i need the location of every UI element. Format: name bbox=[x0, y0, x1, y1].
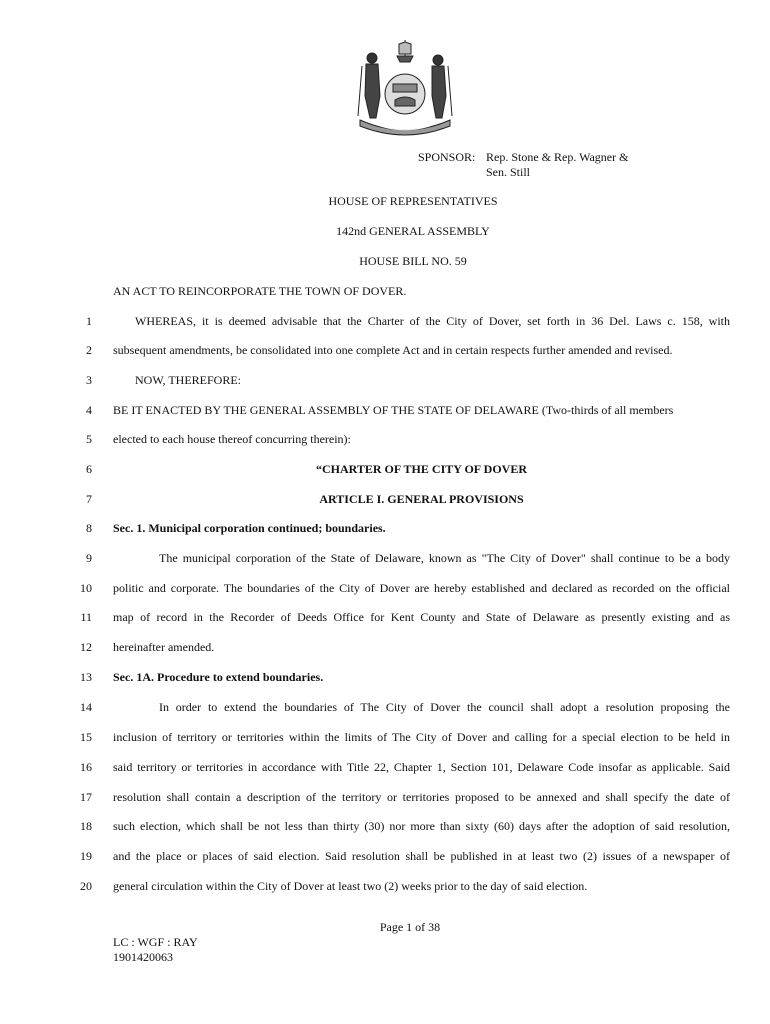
line-number: 17 bbox=[80, 790, 92, 804]
article-heading: ARTICLE I. GENERAL PROVISIONS bbox=[319, 492, 524, 506]
line-number: 6 bbox=[86, 462, 92, 476]
line-number: 10 bbox=[80, 581, 92, 595]
body-line: said territory or territories in accordance with Title 22, Chapter 1, Section 101, Delaware Code insofar as applicable. Said bbox=[113, 760, 730, 774]
line-number: 20 bbox=[80, 879, 92, 893]
line-number: 8 bbox=[86, 521, 92, 535]
house-heading: HOUSE OF REPRESENTATIVES bbox=[328, 194, 498, 208]
line-number: 4 bbox=[86, 403, 92, 417]
body-line: resolution shall contain a description of the territory or territories proposed to be annexed and shall specify the date of bbox=[113, 790, 730, 804]
body-line: such election, which shall be not less than thirty (30) nor more than sixty (60) days after the adoption of said resolution, bbox=[113, 819, 730, 833]
delaware-state-seal-icon bbox=[350, 36, 460, 136]
line-number: 1 bbox=[86, 314, 92, 328]
sponsor-label: SPONSOR: bbox=[418, 150, 476, 164]
sponsor-line-1: Rep. Stone & Rep. Wagner & bbox=[486, 150, 629, 164]
line-number: 15 bbox=[80, 730, 92, 744]
line-number: 13 bbox=[80, 670, 92, 684]
sponsor-block bbox=[418, 150, 629, 179]
body-line: hereinafter amended. bbox=[113, 640, 215, 654]
line-number: 3 bbox=[86, 373, 92, 387]
charter-heading: “CHARTER OF THE CITY OF DOVER bbox=[315, 462, 528, 476]
body-line: general circulation within the City of Dover at least two (2) weeks prior to the day of said election. bbox=[113, 879, 588, 893]
body-line: map of record in the Recorder of Deeds Office for Kent County and State of Delaware as presently existing and as bbox=[113, 610, 730, 624]
line-number: 2 bbox=[86, 343, 92, 357]
body-line: WHEREAS, it is deemed advisable that the Charter of the City of Dover, set forth in 36 Del. Laws c. 158, with bbox=[135, 314, 730, 328]
body-line: The municipal corporation of the State of Delaware, known as "The City of Dover" shall continue to be a body bbox=[159, 551, 730, 565]
sponsor-names bbox=[486, 150, 628, 180]
assembly-heading: 142nd GENERAL ASSEMBLY bbox=[336, 224, 490, 238]
bill-number: HOUSE BILL NO. 59 bbox=[359, 254, 467, 268]
line-number: 18 bbox=[80, 819, 92, 833]
section-heading: Sec. 1. Municipal corporation continued; boundaries. bbox=[113, 521, 386, 535]
body-line: elected to each house thereof concurring therein): bbox=[113, 432, 351, 446]
body-line: In order to extend the boundaries of The City of Dover the council shall adopt a resolution proposing the bbox=[159, 700, 730, 714]
page-number: Page 1 of 38 bbox=[379, 920, 441, 934]
section-heading: Sec. 1A. Procedure to extend boundaries. bbox=[113, 670, 324, 684]
line-number: 7 bbox=[86, 492, 92, 506]
footer-codes bbox=[113, 935, 198, 965]
footer-code: 1901420063 bbox=[113, 950, 173, 964]
line-number: 14 bbox=[80, 700, 92, 714]
body-line: subsequent amendments, be consolidated into one complete Act and in certain respects further amended and revised. bbox=[113, 343, 673, 357]
sponsor-line-2: Sen. Still bbox=[486, 165, 531, 179]
footer-lc: LC : WGF : RAY bbox=[113, 935, 198, 949]
body-line: and the place or places of said election. Said resolution shall be published in at least two (2) issues of a newspaper of bbox=[113, 849, 730, 863]
body-line: BE IT ENACTED BY THE GENERAL ASSEMBLY OF THE STATE OF DELAWARE (Two-thirds of all members bbox=[113, 403, 674, 417]
line-number: 9 bbox=[86, 551, 92, 565]
line-number: 5 bbox=[86, 432, 92, 446]
body-line: politic and corporate. The boundaries of the City of Dover are hereby established and declared as recorded on the official bbox=[113, 581, 730, 595]
line-number: 19 bbox=[80, 849, 92, 863]
line-number: 16 bbox=[80, 760, 92, 774]
body-line: inclusion of territory or territories within the limits of The City of Dover and calling for a special election to be held in bbox=[113, 730, 730, 744]
act-title: AN ACT TO REINCORPORATE THE TOWN OF DOVER. bbox=[113, 284, 407, 298]
body-line: NOW, THEREFORE: bbox=[135, 373, 242, 387]
line-number: 11 bbox=[80, 610, 92, 624]
line-number: 12 bbox=[80, 640, 92, 654]
